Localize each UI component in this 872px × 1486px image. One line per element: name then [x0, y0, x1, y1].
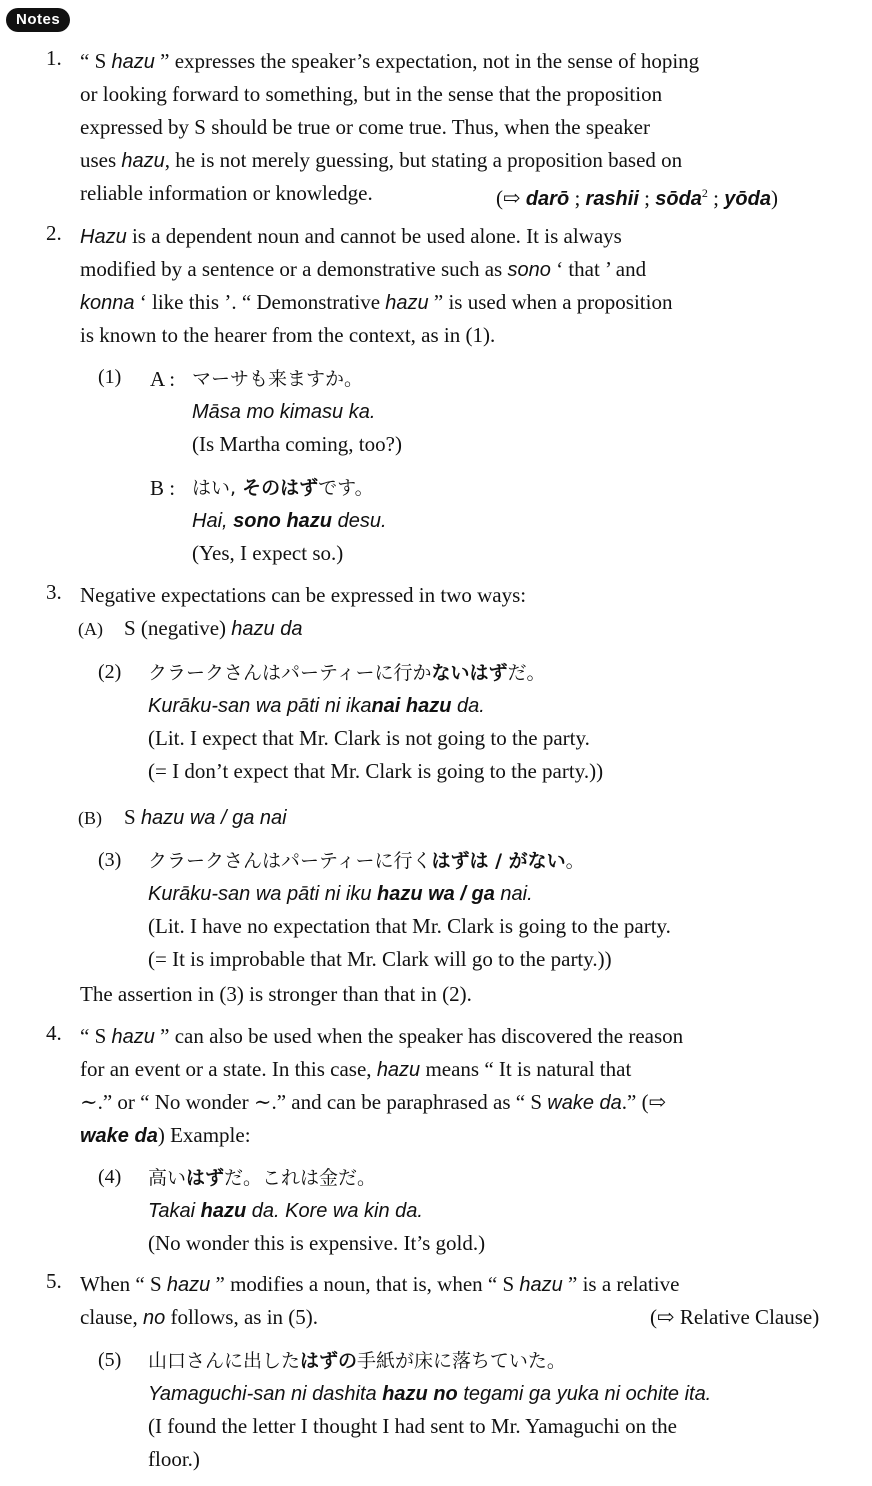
note-number: 1. [46, 46, 62, 70]
note-4-line-1: “ S hazu ” can also be used when the speaker has discovered the reason [80, 1024, 684, 1048]
note-4-line-4: wake da) Example: [80, 1123, 251, 1147]
example-romaji: Hai, sono hazu desu. [192, 510, 387, 532]
example-translation: (I found the letter I thought I had sent to Mr. Yamaguchi on the [148, 1414, 677, 1438]
example-japanese: クラークさんはパーティーに行くはずは / がない。 [148, 850, 585, 872]
example-japanese: はい, そのはずです。 [192, 477, 374, 499]
example-translation: (= I don’t expect that Mr. Clark is going to the party.)) [148, 759, 604, 783]
example-romaji: Takai hazu da. Kore wa kin da. [148, 1200, 423, 1222]
note-number: 3. [46, 580, 62, 604]
note-4-line-3: ∼.” or “ No wonder ∼.” and can be paraphrased as “ S wake da.” (⇨ [80, 1090, 667, 1114]
note-3-line-1: Negative expectations can be expressed in two ways: [80, 583, 527, 607]
example-japanese: マーサも来ますか。 [192, 368, 364, 390]
example-number: (3) [98, 849, 122, 871]
subsection-heading: S hazu wa / ga nai [124, 805, 287, 829]
cross-reference: (⇨ darō ; rashii ; sōda$^2$ ; yōda) [496, 186, 778, 210]
note-3-summary: The assertion in (3) is stronger than that in (2). [80, 982, 472, 1006]
note-2-line-4: is known to the hearer from the context, as in (1). [80, 323, 496, 347]
note-1-line-3: expressed by S should be true or come true. Thus, when the speaker [80, 115, 650, 139]
example-japanese: 山口さんに出したはずの手紙が床に落ちていた。 [148, 1350, 566, 1372]
example-number: (5) [98, 1349, 122, 1371]
example-number: (1) [98, 366, 122, 388]
example-translation: (= It is improbable that Mr. Clark will go to the party.)) [148, 947, 612, 971]
example-number: (2) [98, 661, 122, 683]
note-1-line-5: reliable information or knowledge. [80, 181, 373, 205]
note-5-line-2: clause, no follows, as in (5). [80, 1305, 319, 1329]
subsection-heading: S (negative) hazu da [124, 616, 303, 640]
cross-reference: (⇨ Relative Clause) [650, 1305, 820, 1329]
subsection-label: (A) [78, 619, 103, 639]
note-1-line-1: “ S hazu ” expresses the speaker’s expectation, not in the sense of hoping [80, 49, 700, 73]
note-number: 4. [46, 1021, 62, 1045]
note-2-line-1: Hazu is a dependent noun and cannot be used alone. It is always [80, 224, 622, 248]
example-translation: floor.) [148, 1447, 200, 1471]
note-number: 2. [46, 221, 62, 245]
example-japanese: クラークさんはパーティーに行かないはずだ。 [148, 662, 546, 684]
note-4-line-2: for an event or a state. In this case, hazu means “ It is natural that [80, 1057, 632, 1081]
note-1-line-4: uses hazu, he is not merely guessing, but stating a proposition based on [80, 148, 683, 172]
example-translation: (Lit. I have no expectation that Mr. Clark is going to the party. [148, 914, 671, 938]
example-japanese: 高いはずだ。これは金だ。 [148, 1167, 377, 1189]
example-number: (4) [98, 1166, 122, 1188]
speaker-label: B : [150, 476, 176, 500]
note-5-line-1: When “ S hazu ” modifies a noun, that is, when “ S hazu ” is a relative [80, 1272, 680, 1296]
notes-badge: Notes [6, 8, 70, 32]
example-romaji: Kurāku-san wa pāti ni iku hazu wa / ga nai. [148, 883, 533, 905]
example-translation: (Lit. I expect that Mr. Clark is not going to the party. [148, 726, 590, 750]
speaker-label: A : [150, 367, 176, 391]
example-romaji: Yamaguchi-san ni dashita hazu no tegami ga yuka ni ochite ita. [148, 1383, 712, 1405]
example-romaji: Māsa mo kimasu ka. [192, 401, 376, 423]
example-romaji: Kurāku-san wa pāti ni ikanai hazu da. [148, 695, 485, 717]
note-1-line-2: or looking forward to something, but in the sense that the proposition [80, 82, 663, 106]
note-number: 5. [46, 1269, 62, 1293]
example-translation: (Is Martha coming, too?) [192, 432, 402, 456]
example-translation: (Yes, I expect so.) [192, 541, 344, 565]
example-translation: (No wonder this is expensive. It’s gold.) [148, 1231, 486, 1255]
subsection-label: (B) [78, 808, 102, 828]
note-2-line-3: konna ‘ like this ’. “ Demonstrative hazu ” is used when a proposition [80, 290, 673, 314]
note-2-line-2: modified by a sentence or a demonstrative such as sono ‘ that ’ and [80, 257, 647, 281]
